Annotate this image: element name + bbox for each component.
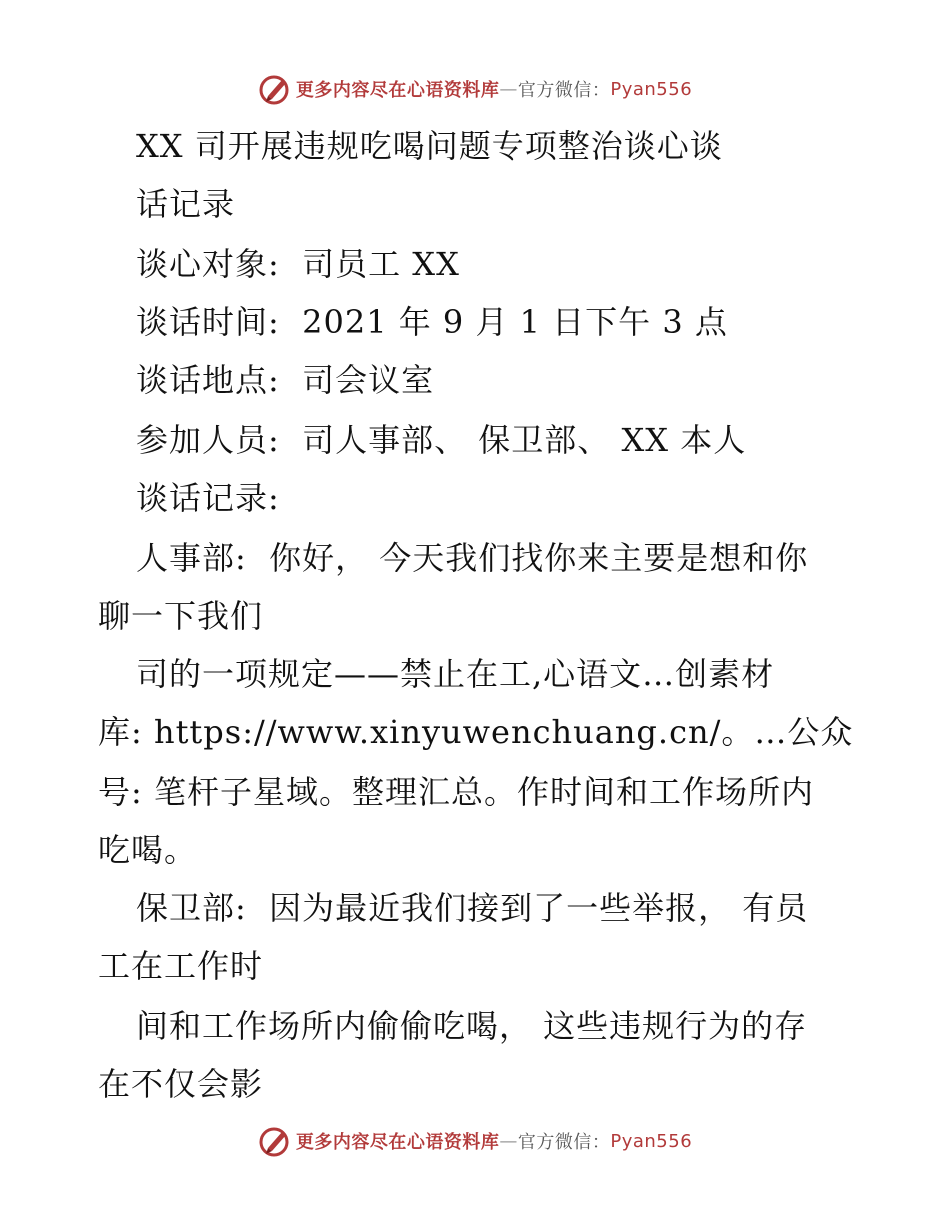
- field-subject: 谈心对象: 司员工 XX: [136, 245, 460, 283]
- banner-main-text: 更多内容尽在心语资料库: [295, 80, 500, 101]
- doc-title-line-1: XX 司开展违规吃喝问题专项整治谈心谈: [136, 127, 723, 165]
- paragraph-line: 在不仅会影: [98, 1065, 264, 1103]
- field-record-label: 谈话记录:: [136, 479, 280, 517]
- doc-title-line-2: 话记录: [136, 185, 236, 223]
- banner-wechat-label: 官方微信：: [517, 80, 611, 101]
- paragraph-line: 保卫部: 因为最近我们接到了一些举报， 有员: [136, 889, 809, 927]
- pen-logo-icon: [258, 1124, 292, 1158]
- field-time: 谈话时间: 2021 年 9 月 1 日下午 3 点: [136, 303, 728, 341]
- banner-wechat-id: Pyan556: [610, 1130, 693, 1152]
- paragraph-line: 吃喝。: [98, 831, 198, 869]
- paragraph-line: 聊一下我们: [98, 597, 264, 635]
- banner-wechat-id: Pyan556: [610, 78, 693, 100]
- pen-logo-icon: [258, 72, 292, 106]
- banner-main-text: 更多内容尽在心语资料库: [295, 1132, 500, 1153]
- field-location: 谈话地点: 司会议室: [136, 361, 435, 399]
- field-participants: 参加人员: 司人事部、 保卫部、 XX 本人: [136, 421, 747, 459]
- banner-dash: —: [499, 1130, 518, 1152]
- paragraph-line: 号: 笔杆子星域。整理汇总。作时间和工作场所内: [98, 773, 814, 811]
- paragraph-line: 工在工作时: [98, 947, 264, 985]
- banner-wechat-label: 官方微信：: [517, 1132, 611, 1153]
- header-banner: [0, 72, 950, 106]
- paragraph-line: 库: https://www.xinyuwenchuang.cn/。…公众: [98, 713, 854, 751]
- footer-banner: [0, 1124, 950, 1158]
- banner-dash: —: [499, 78, 518, 100]
- paragraph-line: 司的一项规定——禁止在工,心语文…创素材: [136, 655, 775, 693]
- paragraph-line: 间和工作场所内偷偷吃喝， 这些违规行为的存: [136, 1007, 808, 1045]
- paragraph-line: 人事部: 你好， 今天我们找你来主要是想和你: [136, 539, 809, 577]
